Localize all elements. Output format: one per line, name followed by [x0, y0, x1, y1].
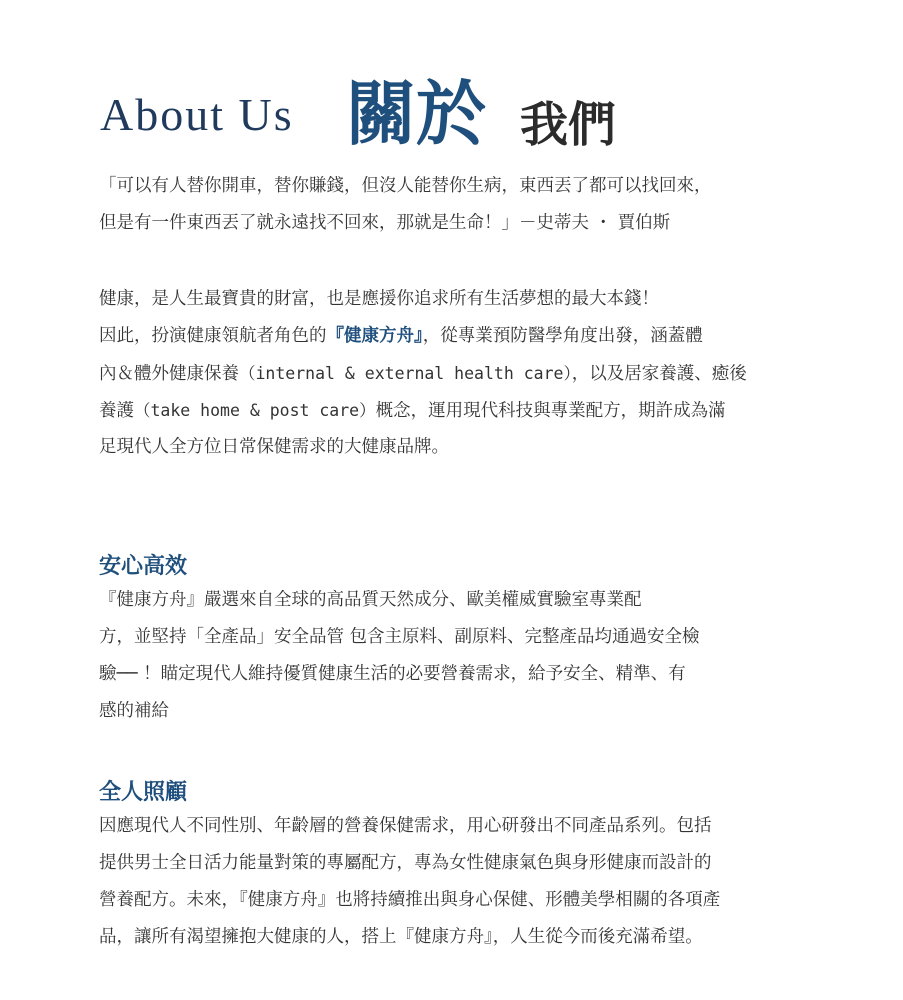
section1-line-1: 『健康方舟』嚴選來自全球的高品質天然成分、歐美權威實驗室專業配	[99, 590, 642, 610]
intro-line-4-text-a: 養護	[99, 401, 134, 421]
intro-paragraph	[99, 281, 859, 466]
section2-line-4: 品，讓所有渴望擁抱大健康的人，搭上『健康方舟』，人生從今而後充滿希望。	[99, 927, 703, 947]
quote-paragraph	[99, 168, 859, 242]
intro-line-4-text-b: 概念，運用現代科技與專業配方，期許成為滿	[375, 401, 726, 421]
intro-line-2-text-a: 因此，扮演健康領航者角色的	[99, 326, 327, 346]
intro-line-3-english: （internal & external health care）	[239, 364, 572, 383]
section1-line-2: 方，並堅持「全產品」安全品管 包含主原料、副原料、完整產品均通過安全檢	[99, 627, 700, 647]
section-safe-efficient-body	[99, 582, 859, 730]
title-english: About Us	[100, 89, 294, 140]
intro-line-4	[99, 392, 859, 429]
section1-line-4: 感的補給	[99, 701, 169, 721]
brand-name-highlight: 『健康方舟』	[326, 326, 423, 346]
section2-line-2: 提供男士全日活力能量對策的專屬配方，專為女性健康氣色與身形健康而設計的	[99, 853, 712, 873]
intro-line-5: 足現代人全方位日常保健需求的大健康品牌。	[99, 437, 449, 457]
section2-line-3: 營養配方。未來，『健康方舟』也將持續推出與身心保健、形體美學相關的各項產	[99, 890, 721, 910]
title-chinese-large: 關於	[346, 72, 486, 155]
quote-line-2: 但是有一件東西丟了就永遠找不回來，那就是生命！」－史蒂夫 ・ 賈伯斯	[99, 213, 671, 233]
section-heading-safe-efficient: 安心高效	[99, 554, 188, 579]
intro-line-3	[99, 355, 859, 392]
intro-line-2-text-b: ，從專業預防醫學角度出發，涵蓋體	[422, 326, 703, 346]
section2-line-1: 因應現代人不同性別、年齡層的營養保健需求，用心研發出不同產品系列。包括	[99, 816, 712, 836]
section1-line-3: 驗── ！瞄定現代人維持優質健康生活的必要營養需求，給予安全、精準、有	[99, 664, 686, 684]
intro-line-1: 健康，是人生最寶貴的財富，也是應援你追求所有生活夢想的最大本錢！	[99, 289, 659, 309]
intro-line-4-english: （take home & post care）	[134, 401, 376, 420]
intro-line-3-text-a: 內＆體外健康保養	[99, 364, 239, 384]
intro-line-3-text-b: ，以及居家養護、癒後	[571, 364, 747, 384]
intro-line-2	[99, 318, 859, 355]
quote-line-1: 「可以有人替你開車，替你賺錢，但沒人能替你生病，東西丟了都可以找回來，	[99, 176, 712, 196]
section-holistic-care-body	[99, 808, 859, 956]
title-chinese-small: 我們	[520, 97, 617, 153]
section-heading-holistic-care: 全人照顧	[99, 780, 188, 805]
